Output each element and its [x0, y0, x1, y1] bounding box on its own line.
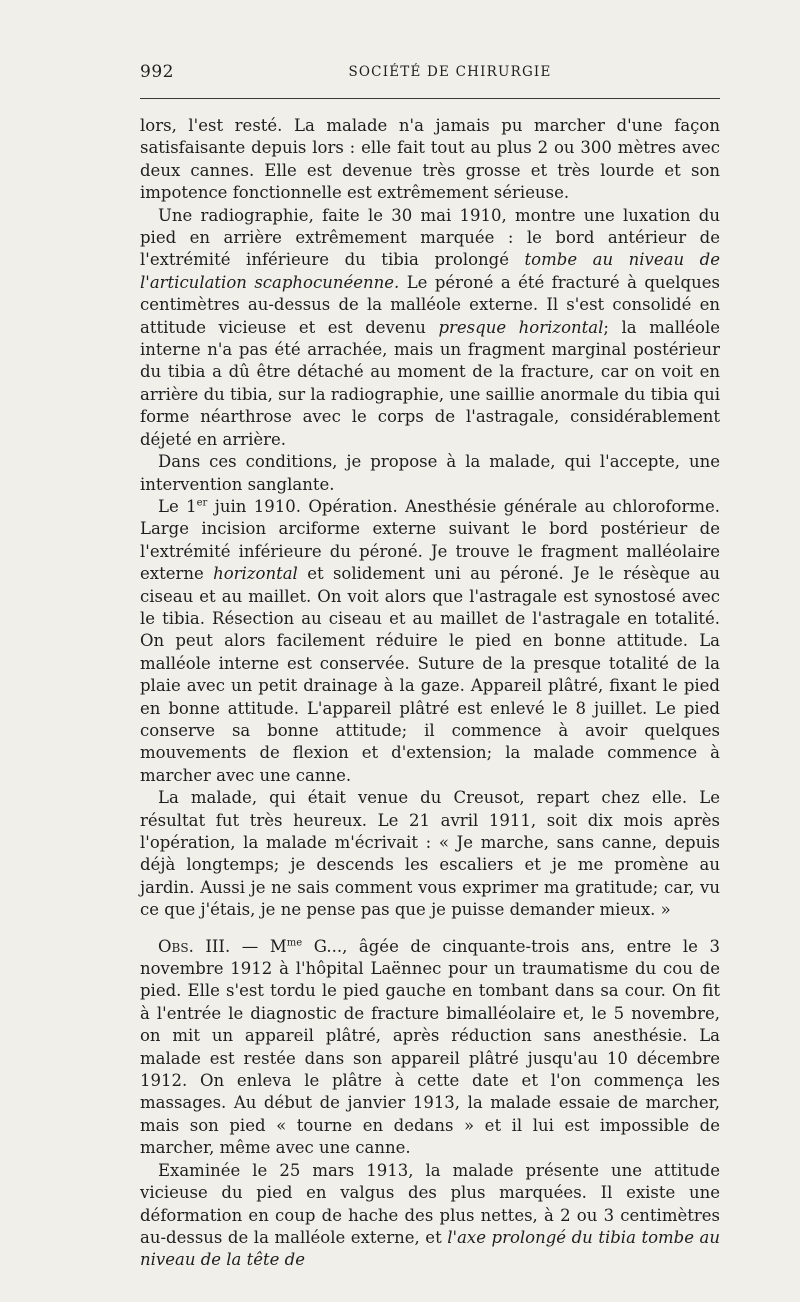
- paragraph-2-radiography: [140, 205, 720, 451]
- paragraph-2-text-c: ; la malléole interne n'a pas été arrachée, mais un fragment marginal postérieur du tibia a dû être détaché au moment de la fracture, car on voit en arrière du tibia, sur la radiographie, une saillie anormale du tibia qui forme néarthrose avec le corps de l'astragale, considérablement déjeté en arrière.: [140, 317, 720, 449]
- paragraph-2-text-b: Le péroné a été fracturé à quelques centimètres au-dessus de la malléole externe. Il s'est consolidé en attitude vicieuse et est devenu: [140, 272, 720, 337]
- paragraph-6-sup: me: [286, 937, 303, 949]
- running-head: SOCIÉTÉ DE CHIRURGIE: [348, 64, 552, 80]
- paragraph-2-italic-b: presque horizontal: [438, 317, 604, 337]
- paragraph-5-result: La malade, qui était venue du Creusot, repart chez elle. Le résultat fut très heureux. Le 21 avril 1911, soit dix mois après l'opération, la malade m'écrivait : « Je marche, sans canne, depuis déjà longtemps; je descends les escaliers et je me promène au jardin. Aussi je ne sais comment vous exprimer ma gratitude; car, vu ce que j'étais, je ne pense pas que je puisse demander mieux. »: [140, 788, 720, 920]
- paragraph-6-text-b: G..., âgée de cinquante-trois ans, entre le 3 novembre 1912 à l'hôpital Laënnec pour un traumatisme du cou de pied. Elle s'est tordu le pied gauche en tombant dans sa cour. On fit à l'entrée le diagnostic de fracture bimalléolaire et, le 5 novembre, on mit un appareil plâtré, après réduction sans anesthésie. La malade est restée dans son appareil plâtré jusqu'au 10 décembre 1912. On enleva le plâtre à cette date et l'on commença les massages. Au début de janvier 1913, la malade essaie de marcher, mais son pied « tourne en dedans » et il lui est impossible de marcher, même avec une canne.: [140, 936, 720, 1158]
- header-rule: [140, 98, 720, 99]
- paragraph-3: Dans ces conditions, je propose à la malade, qui l'accepte, une intervention sanglante.: [140, 452, 720, 494]
- paragraph-4-operation: [140, 496, 720, 787]
- body-text: [140, 115, 720, 1272]
- paragraph-6-text-a: — M: [230, 936, 287, 956]
- paragraph-6-observation-3: [140, 936, 720, 1160]
- observation-label: Obs. III.: [158, 936, 231, 956]
- paragraph-4-text-b: et solidement uni au péroné. Je le résèque au ciseau et au maillet. On voit alors que l'astragale est synostosé avec le tibia. Résection au ciseau et au maillet de l'astragale en totalité. On peut alors facilement réduire le pied en bonne attitude. La malléole interne est conservée. Suture de la presque totalité de la plaie avec un petit drainage à la gaze. Appareil plâtré, fixant le pied en bonne attitude. L'appareil plâtré est enlevé le 8 juillet. Le pied conserve sa bonne attitude; il commence à avoir quelques mouvements de flexion et d'extension; la malade commence à marcher avec une canne.: [140, 564, 720, 785]
- paragraph-7-examination: [140, 1160, 720, 1272]
- paragraph-2-text-a: Une radiographie, faite le 30 mai 1910, montre une luxation du pied en arrière extrêmement marquée : le bord antérieur de l'extrémité inférieure du tibia prolongé: [140, 205, 720, 270]
- paragraph-4-sup: er: [196, 497, 208, 509]
- page-number: 992: [140, 62, 174, 82]
- paragraph-2-italic-a: tombe au niveau de l'articulation scaphocunéenne.: [140, 250, 720, 292]
- paragraph-4-text-a: juin 1910. Opération. Anesthésie générale au chloroforme. Large incision arciforme externe suivant le bord postérieur de l'extrémité inférieure du péroné. Je trouve le fragment malléolaire externe: [140, 496, 720, 584]
- paragraph-7-text: Examinée le 25 mars 1913, la malade présente une attitude vicieuse du pied en valgus des plus marquées. Il existe une déformation en coup de hache des plus nettes, à 2 ou 3 centimètres au-dessus de la malléole externe, et: [140, 1160, 720, 1247]
- paragraph-7-italic: l'axe prolongé du tibia tombe au niveau de la tête de: [140, 1227, 720, 1270]
- paragraph-4-date: Le 1: [158, 496, 197, 516]
- page-header: [140, 62, 720, 84]
- paragraph-1: lors, l'est resté. La malade n'a jamais pu marcher d'une façon satisfaisante depuis lors : elle fait tout au plus 2 ou 300 mètres avec deux cannes. Elle est devenue très grosse et très lourde et son impotence fonctionnelle est extrêmement sérieuse.: [140, 116, 720, 203]
- paragraph-4-italic: horizontal: [213, 564, 298, 584]
